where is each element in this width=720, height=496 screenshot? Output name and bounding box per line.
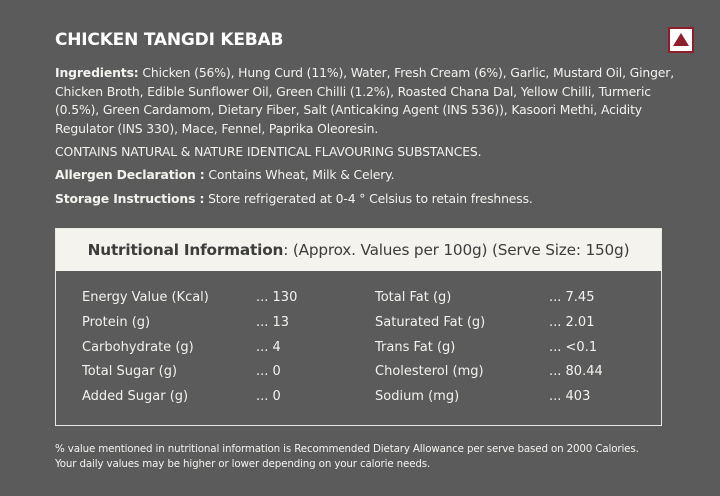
ingredients-text: Chicken (56%), Hung Curd (11%), Water, Fresh Cream (6%), Garlic, Mustard Oil, Ginger, Chicken Broth, Edible Sunflower Oil, Green Chilli (1.2%), Roasted Chana Dal, Yellow Chilli, Turmeric (0.5%), Green Cardamom, Dietary Fiber, Salt (Anticaking Agent (INS 536)), Kasoori Methi, Acidity Regulator (INS 330), Mace, Fennel, Paprika Oleoresin. (55, 65, 675, 136)
nutrition-header-suffix: : (Approx. Values per 100g) (Serve Size: 150g) (283, 241, 630, 259)
nutrient-value: ... 2.01 (549, 315, 595, 330)
storage-instructions (55, 190, 675, 209)
nutrient-value: ... 4 (256, 340, 281, 355)
nutrient-name: Total Sugar (g) (82, 364, 178, 379)
nutrient-name: Total Fat (g) (375, 290, 452, 305)
nutrient-value: ... 80.44 (549, 364, 603, 379)
nutrient-name: Trans Fat (g) (375, 340, 456, 355)
footnote-line-1: % value mentioned in nutritional information is Recommended Dietary Allowance per serve based on 2000 Calories. (55, 443, 639, 455)
nutrient-value: ... 0 (256, 364, 281, 379)
nutrient-value: ... 7.45 (549, 290, 595, 305)
nutrient-name: Sodium (mg) (375, 389, 460, 404)
nutrition-table (55, 228, 662, 426)
footnote-line-2: Your daily values may be higher or lower depending on your calorie needs. (55, 458, 431, 470)
allergen-declaration (55, 166, 675, 185)
nutrient-value: ... 13 (256, 315, 290, 330)
nutrient-name: Added Sugar (g) (82, 389, 189, 404)
nutrient-value: ... <0.1 (549, 340, 598, 355)
nutrient-name: Protein (g) (82, 315, 151, 330)
nutrient-value: ... 0 (256, 389, 281, 404)
nutrient-name: Saturated Fat (g) (375, 315, 486, 330)
nutrition-header (56, 229, 661, 271)
nutrient-value: ... 130 (256, 290, 298, 305)
nutrition-header-label: Nutritional Information (87, 241, 284, 259)
ingredients-label: Ingredients: (55, 65, 139, 80)
storage-text: Store refrigerated at 0-4 ° Celsius to retain freshness. (208, 191, 533, 206)
allergen-text: Contains Wheat, Milk & Celery. (208, 167, 395, 182)
storage-label: Storage Instructions : (55, 191, 205, 206)
allergen-label: Allergen Declaration : (55, 167, 205, 182)
footnote (55, 442, 675, 472)
non-veg-symbol-icon (668, 27, 694, 53)
nutrient-value: ... 403 (549, 389, 591, 404)
product-title: CHICKEN TANGDI KEBAB (55, 30, 284, 50)
nutrient-name: Carbohydrate (g) (82, 340, 194, 355)
nutrient-name: Cholesterol (mg) (375, 364, 484, 379)
ingredients-paragraph (55, 64, 675, 138)
nutrient-name: Energy Value (Kcal) (82, 290, 209, 305)
flavouring-note: CONTAINS NATURAL & NATURE IDENTICAL FLAVOURING SUBSTANCES. (55, 144, 482, 159)
